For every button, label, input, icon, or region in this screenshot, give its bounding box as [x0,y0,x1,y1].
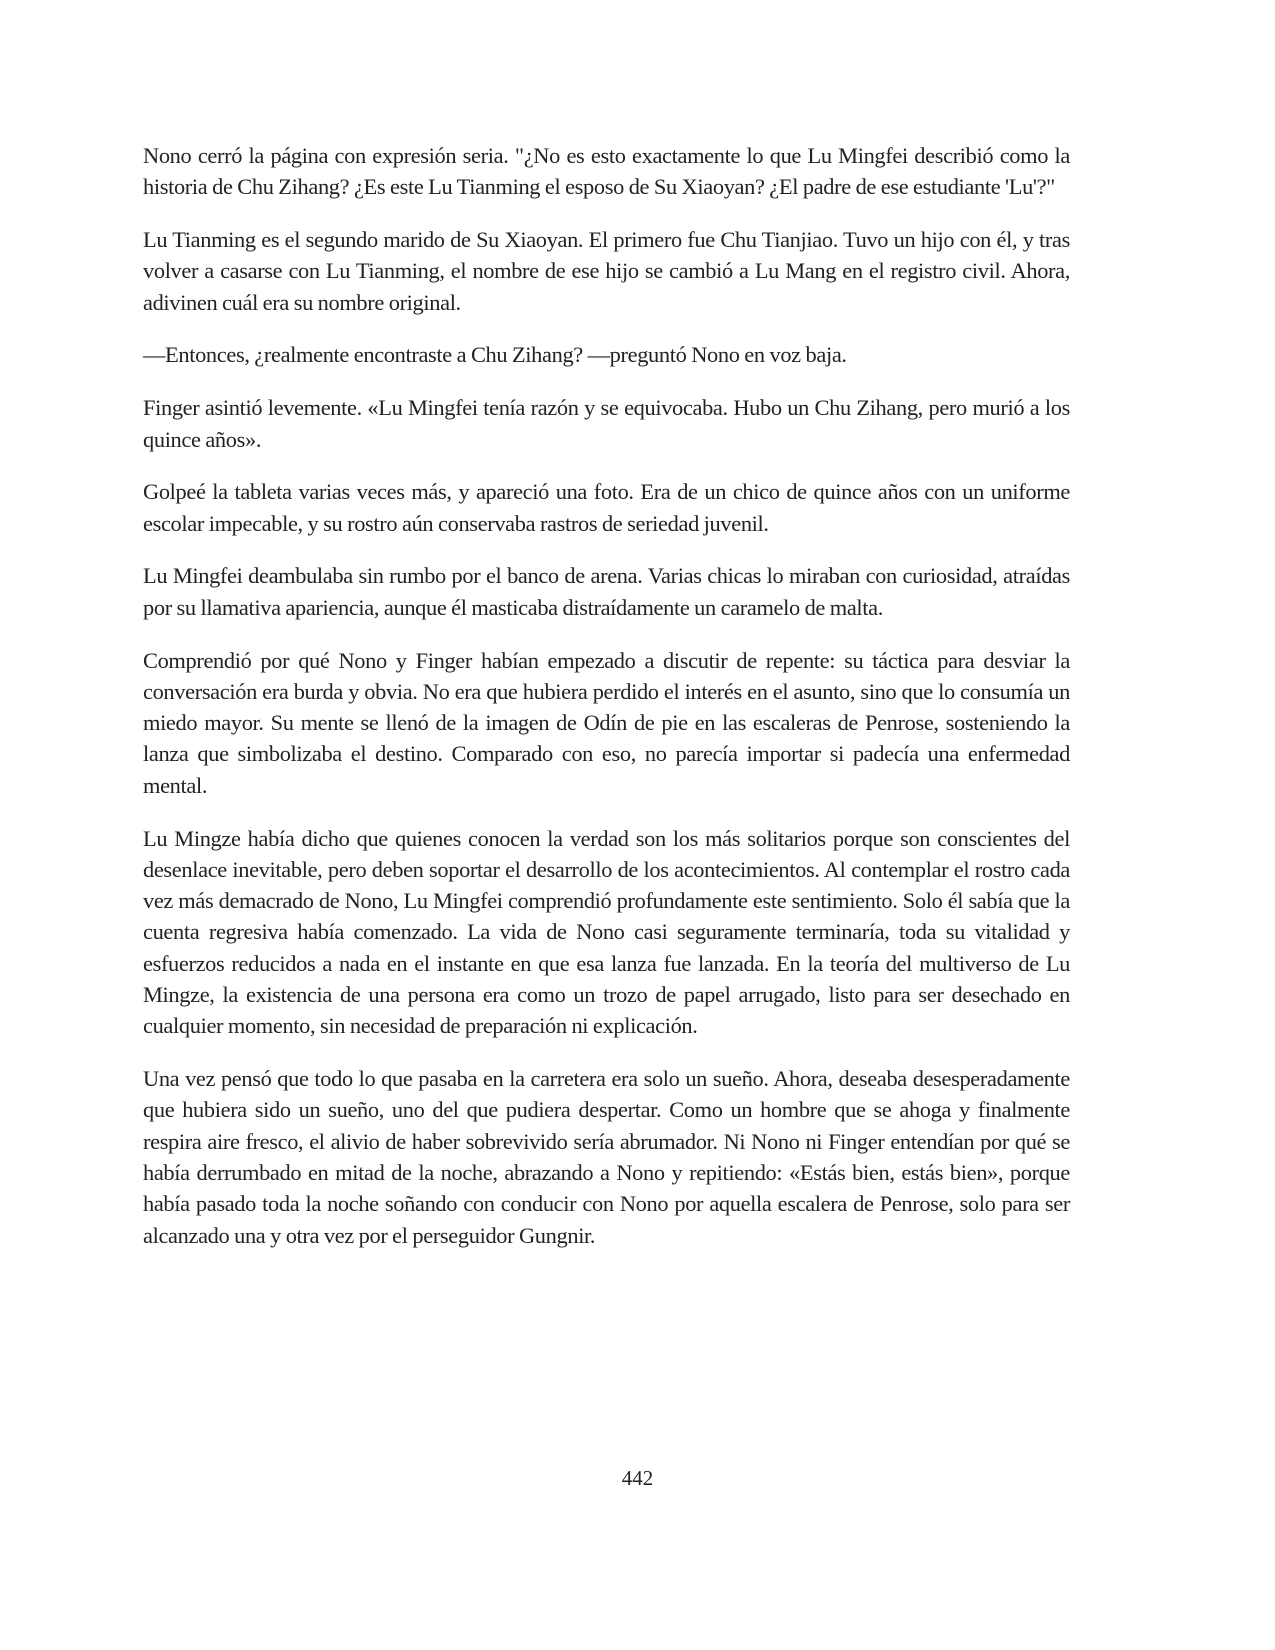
paragraph: Golpeé la tableta varias veces más, y apareció una foto. Era de un chico de quince años con un uniforme escolar impecable, y su rostro aún conservaba rastros de seriedad juvenil. [143,479,1070,536]
paragraph: —Entonces, ¿realmente encontraste a Chu Zihang? —preguntó Nono en voz baja. [143,342,847,368]
page-number: 442 [621,1466,654,1490]
paragraph: Lu Mingfei deambulaba sin rumbo por el banco de arena. Varias chicas lo miraban con curiosidad, atraídas por su llamativa apariencia, aunque él masticaba distraídamente un caramelo de malta. [143,563,1070,620]
paragraph: Nono cerró la página con expresión seria. "¿No es esto exactamente lo que Lu Mingfei describió como la historia de Chu Zihang? ¿Es este Lu Tianming el esposo de Su Xiaoyan? ¿El padre de ese estudiante 'Lu'?" [143,143,1070,200]
paragraph: Finger asintió levemente. «Lu Mingfei tenía razón y se equivocaba. Hubo un Chu Zihang, pero murió a los quince años». [143,395,1070,452]
paragraph: Lu Tianming es el segundo marido de Su Xiaoyan. El primero fue Chu Tianjiao. Tuvo un hijo con él, y tras volver a casarse con Lu Tianming, el nombre de ese hijo se cambió a Lu Mang en el registro civil. Ahora, adivinen cuál era su nombre original. [143,227,1070,315]
page-body [143,140,1070,1272]
paragraph: Una vez pensó que todo lo que pasaba en la carretera era solo un sueño. Ahora, deseaba desesperadamente que hubiera sido un sueño, uno del que pudiera despertar. Como un hombre que se ahoga y finalmente respira aire fresco, el alivio de haber sobrevivido sería abrumador. Ni Nono ni Finger entendían por qué se había derrumbado en mitad de la noche, abrazando a Nono y repitiendo: «Estás bien, estás bien», porque había pasado toda la noche soñando con conducir con Nono por aquella escalera de Penrose, solo para ser alcanzado una y otra vez por el perseguidor Gungnir. [143,1066,1070,1248]
paragraph: Lu Mingze había dicho que quienes conocen la verdad son los más solitarios porque son conscientes del desenlace inevitable, pero deben soportar el desarrollo de los acontecimientos. Al contemplar el rostro cada vez más demacrado de Nono, Lu Mingfei comprendió profundamente este sentimiento. Solo él sabía que la cuenta regresiva había comenzado. La vida de Nono casi seguramente terminaría, toda su vitalidad y esfuerzos reducidos a nada en el instante en que esa lanza fue lanzada. En la teoría del multiverso de Lu Mingze, la existencia de una persona era como un trozo de papel arrugado, listo para ser desechado en cualquier momento, sin necesidad de preparación ni explicación. [143,825,1070,1039]
paragraph: Comprendió por qué Nono y Finger habían empezado a discutir de repente: su táctica para desviar la conversación era burda y obvia. No era que hubiera perdido el interés en el asunto, sino que lo consumía un miedo mayor. Su mente se llenó de la imagen de Odín de pie en las escaleras de Penrose, sosteniendo la lanza que simbolizaba el destino. Comparado con eso, no parecía importar si padecía una enfermedad mental. [143,647,1070,798]
